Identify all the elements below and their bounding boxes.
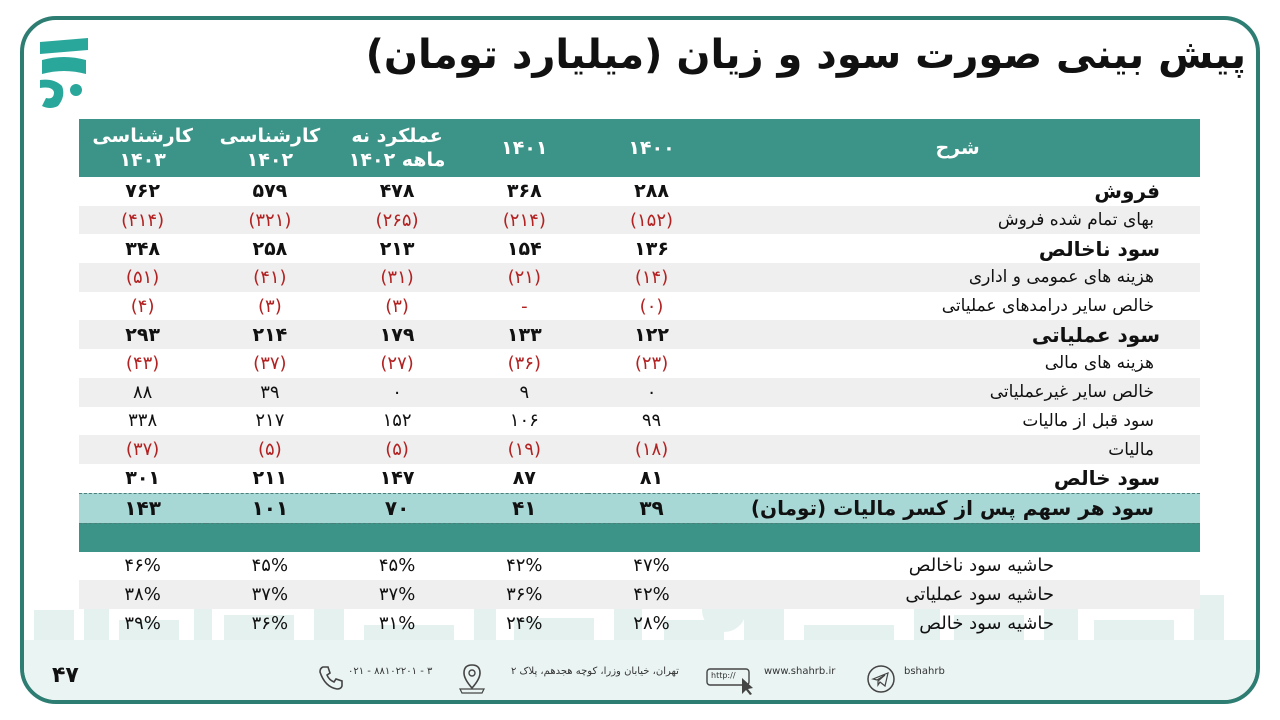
row-net-margin [79,609,1200,638]
row-label: سود ناخالص [1038,236,1160,261]
cell-nine-month-1402: ۳۷% [333,580,460,609]
cell-estimate-1402: ۲۱۱ [252,467,288,490]
cell-estimate-1403: ۳۰۱ [125,467,161,490]
row-net-profit [79,464,1200,493]
cell-estimate-1402: ۴۵% [251,555,289,577]
cell-nine-month-1402: ۷۰ [333,493,460,523]
cell-1400: ۱۲۲ [588,320,715,349]
column-header-description: شرح [935,137,980,159]
cell-estimate-1402: (۴۱) [206,263,333,292]
header-line: ۱۴۰۲ [246,149,294,171]
section-divider [79,523,1200,552]
cell-nine-month-1402: (۳) [385,295,409,317]
cell-1400: ۰ [588,378,715,407]
cell-nine-month-1402: ۱۴۷ [379,467,415,490]
cell-estimate-1402: (۳۲۱) [206,206,333,235]
column-header-nine-month-1402 [333,119,460,177]
cell-1401: ۲۴% [506,612,543,634]
cell-estimate-1402: ۲۱۴ [206,320,333,349]
page-number: ۴۷ [52,663,79,688]
footer-social: bshahrb [904,666,945,677]
cell-1400: (۲۳) [634,352,669,374]
cell-nine-month-1402: (۲۶۵) [333,206,460,235]
row-sales [79,177,1200,206]
row-gross-margin [79,552,1200,581]
cell-estimate-1402: (۵) [206,435,333,464]
cell-1400: ۳۹ [588,493,715,523]
cell-estimate-1403: (۴۱۴) [79,206,206,235]
header-line: کارشناسی [92,125,193,147]
phone-icon [317,664,345,692]
cell-nine-month-1402: ۰ [333,378,460,407]
url-badge-text: http:// [711,671,736,680]
cell-nine-month-1402: ۱۵۲ [382,410,412,432]
column-header-1401: ۱۴۰۱ [501,137,548,159]
row-finance-costs [79,349,1200,378]
cell-1401: (۲۱) [461,263,588,292]
header-line: ۱۴۰۳ [119,149,166,171]
cell-nine-month-1402: ۲۱۳ [379,237,415,260]
cell-1401: ۴۱ [461,493,588,523]
cell-1401: (۳۶) [507,352,542,374]
cell-1401: ۳۶% [461,580,588,609]
page-title: پیش بینی صورت سود و زیان (میلیارد تومان) [365,32,1246,78]
cell-estimate-1403: (۴) [130,295,155,317]
column-header-estimate-1402 [206,119,333,177]
cell-1400: (۱۵۲) [588,206,715,235]
row-label: هزینه های عمومی و اداری [715,263,1200,292]
cell-estimate-1402: ۱۰۱ [206,493,333,523]
row-label: سود عملیاتی [715,320,1200,349]
cell-estimate-1402: ۳۹ [206,378,333,407]
row-label: هزینه های مالی [1044,353,1154,374]
row-profit-before-tax [79,407,1200,436]
table-header-row [79,119,1200,177]
row-other-operating-income [79,292,1200,321]
cell-estimate-1402: (۳) [258,295,282,317]
cell-estimate-1402: ۲۵۸ [252,237,288,260]
cell-estimate-1403: ۳۳۸ [128,410,158,432]
cell-1401: ۹ [461,378,588,407]
footer-website: www.shahrb.ir [764,666,836,677]
cell-1400: ۲۸% [633,612,670,634]
cell-estimate-1403: ۲۹۳ [79,320,206,349]
row-label: سود خالص [1053,466,1160,491]
row-label: خالص سایر درامدهای عملیاتی [941,296,1154,317]
row-general-admin-expenses [79,263,1200,292]
cell-1400: (۱۸) [588,435,715,464]
cell-1400: ۴۷% [633,555,670,577]
cell-estimate-1403: (۵۱) [79,263,206,292]
cell-1400: (۱۴) [588,263,715,292]
row-other-non-operating [79,378,1200,407]
column-header-1400: ۱۴۰۰ [628,137,675,159]
cell-estimate-1403: (۳۷) [79,435,206,464]
header-line: ماهه ۱۴۰۲ [348,149,446,171]
cell-estimate-1403: ۸۸ [79,378,206,407]
cell-estimate-1402: (۳۷) [253,352,287,374]
row-tax [79,435,1200,464]
income-statement-table [79,119,1200,638]
row-cost-of-sales [79,206,1200,235]
cell-estimate-1403: (۴۳) [125,352,160,374]
row-label: سود هر سهم پس از کسر مالیات (تومان) [715,493,1200,523]
cell-nine-month-1402: ۱۷۹ [333,320,460,349]
row-label: خالص سایر غیرعملیاتی [715,378,1200,407]
cell-1401: - [521,295,528,317]
cell-estimate-1403: ۱۴۳ [79,493,206,523]
cell-1401: (۲۱۴) [461,206,588,235]
cell-estimate-1403: ۴۶% [124,555,161,577]
cell-estimate-1403: ۳۴۸ [125,237,161,260]
cell-1401: ۱۵۴ [506,237,542,260]
cell-nine-month-1402: ۳۱% [378,612,416,634]
cell-1400: ۹۹ [641,410,662,432]
cell-nine-month-1402: ۴۷۸ [379,180,415,203]
cell-estimate-1402: ۵۷۹ [252,180,288,203]
footer-address: تهران، خیابان وزرا، کوچه هجدهم، پلاک ۲ [511,666,679,677]
column-header-estimate-1403 [79,119,206,177]
cell-1401: ۱۰۶ [509,410,539,432]
row-eps [79,493,1200,523]
row-label: سود قبل از مالیات [1022,410,1154,431]
cell-estimate-1402: ۳۶% [251,612,289,634]
cell-estimate-1403: ۷۶۲ [125,180,161,203]
cell-1401: (۱۹) [461,435,588,464]
cell-1400: ۴۲% [588,580,715,609]
row-operating-margin [79,580,1200,609]
telegram-icon [866,664,896,694]
row-label: بهای تمام شده فروش [715,206,1200,235]
row-label: فروش [1094,179,1160,204]
cell-estimate-1403: ۳۸% [79,580,206,609]
cell-1400: ۸۱ [639,467,664,490]
header-line: کارشناسی [219,125,321,147]
cell-1401: ۳۶۸ [506,180,542,203]
divider-cell [79,523,1200,552]
cell-estimate-1402: ۳۷% [206,580,333,609]
cell-1401: ۸۷ [512,467,536,490]
cell-nine-month-1402: (۲۷) [380,352,414,374]
header-line: عملکرد نه [351,125,443,147]
cell-1401: ۴۲% [506,555,543,577]
row-label: مالیات [715,435,1200,464]
row-operating-profit [79,320,1200,349]
cell-1400: ۲۸۸ [634,180,669,203]
location-pin-icon [456,662,488,694]
footer-phone: ۰۲۱ - ۸۸۱۰۲۲۰۱ - ۳ [348,666,433,677]
cell-nine-month-1402: (۳۱) [333,263,460,292]
cell-1400: (۰) [639,295,664,317]
row-label: حاشیه سود عملیاتی [715,580,1200,609]
cell-1401: ۱۳۳ [461,320,588,349]
brand-logo-icon [36,36,92,112]
cell-nine-month-1402: ۴۵% [378,555,416,577]
row-label: حاشیه سود خالص [919,612,1054,634]
cell-1400: ۱۳۶ [634,237,669,260]
row-gross-profit [79,234,1200,263]
cell-nine-month-1402: (۵) [333,435,460,464]
row-label: حاشیه سود ناخالص [908,555,1054,577]
cell-estimate-1402: ۲۱۷ [255,410,285,432]
cell-estimate-1403: ۳۹% [124,612,161,634]
